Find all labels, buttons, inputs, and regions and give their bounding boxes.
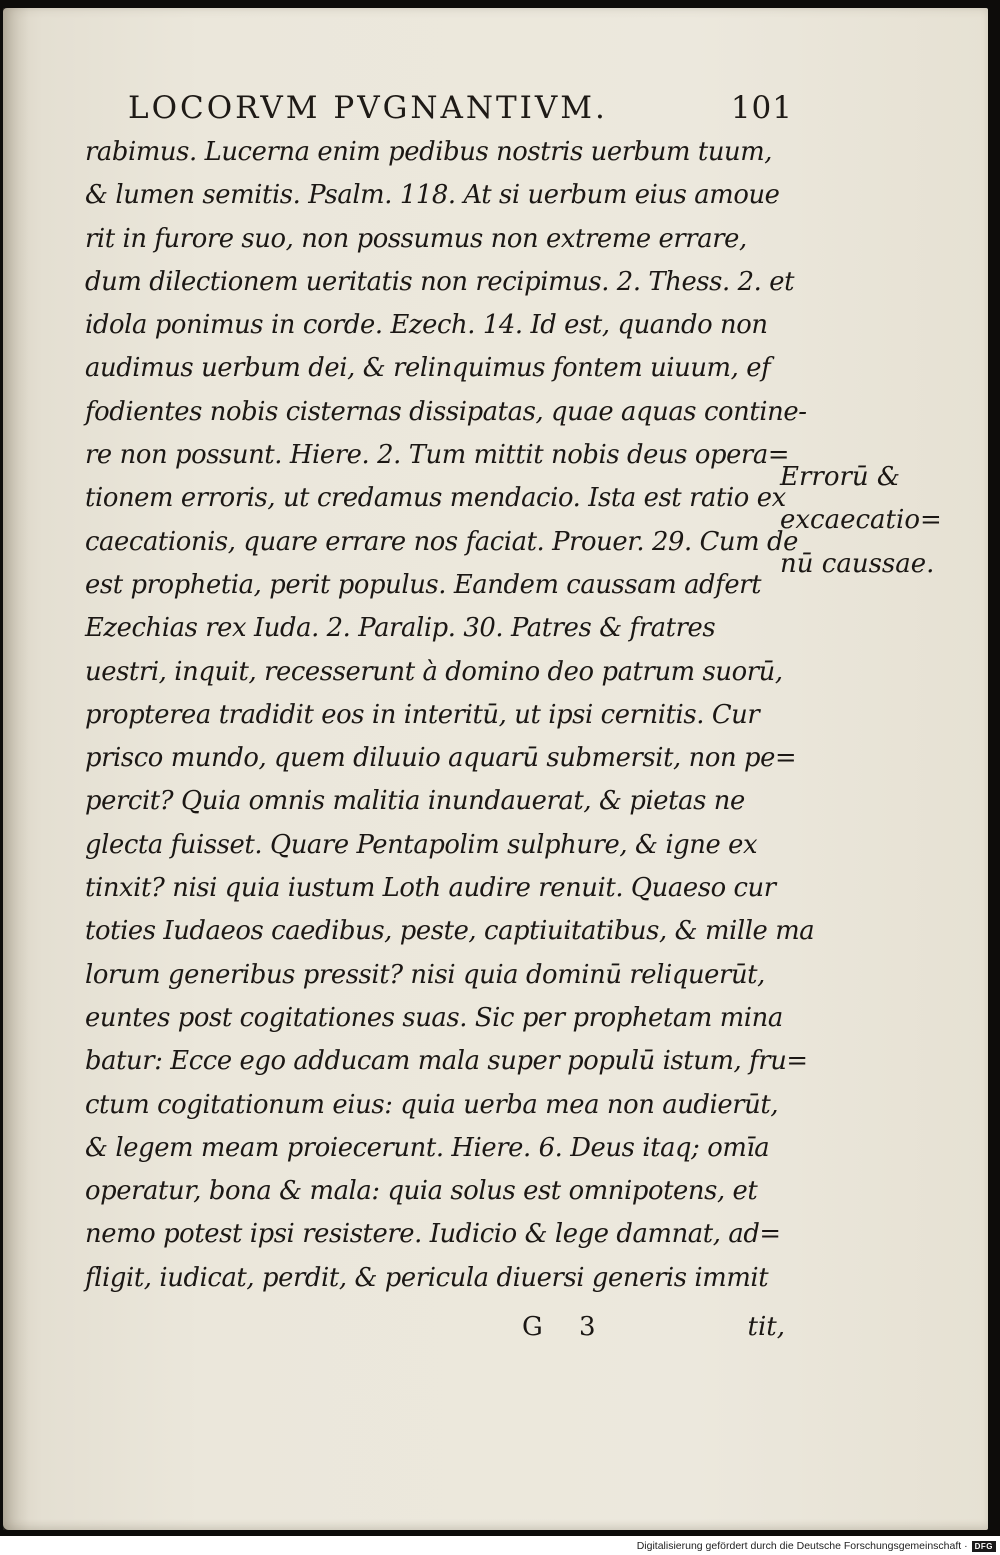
text-line: glecta fuisset. Quare Pentapolim sulphure, & igne ex — [85, 829, 758, 860]
marginal-note-line: nū caussae. — [780, 548, 935, 579]
text-line: tionem erroris, ut credamus mendacio. Ista est ratio ex — [85, 483, 786, 514]
text-line: Ezechias rex Iuda. 2. Paralip. 30. Patres & fratres — [85, 613, 716, 644]
digitization-credit — [637, 1538, 996, 1554]
page-foot — [520, 1312, 785, 1352]
text-line: ctum cogitationum eius: quia uerba mea non audierūt, — [85, 1089, 779, 1120]
folio-number: 101 — [730, 90, 793, 126]
credit-text: Digitalisierung gefördert durch die Deutsche Forschungsgemeinschaft · — [636, 1540, 968, 1552]
catchword: tit, — [747, 1312, 785, 1342]
text-line: uestri, inquit, recesserunt à domino deo patrum suorū, — [85, 656, 783, 687]
body-text — [85, 131, 815, 1300]
text-line: caecationis, quare errare nos faciat. Prouer. 29. Cum de — [85, 526, 798, 557]
text-line: rit in furore suo, non possumus non extreme errare, — [85, 223, 747, 254]
text-line: fodientes nobis cisternas dissipatas, quae aquas contine- — [85, 396, 807, 427]
text-line: rabimus. Lucerna enim pedibus nostris uerbum tuum, — [85, 137, 773, 167]
text-line: audimus uerbum dei, & relinquimus fontem uiuum, ef — [85, 353, 771, 384]
text-line: operatur, bona & mala: quia solus est omnipotens, et — [85, 1176, 758, 1207]
marginal-note-line: excaecatio= — [780, 505, 942, 536]
text-line: nemo potest ipsi resistere. Iudicio & lege damnat, ad= — [85, 1219, 781, 1250]
text-line: re non possunt. Hiere. 2. Tum mittit nobis deus opera= — [85, 440, 790, 471]
text-line: batur: Ecce ego adducam mala super populū istum, fru= — [85, 1046, 808, 1077]
running-head-title: LOCORVM PVGNANTIVM. — [128, 90, 608, 126]
text-line: prisco mundo, quem diluuio aquarū submersit, non pe= — [85, 743, 797, 774]
text-line: fligit, iudicat, perdit, & pericula diuersi generis immit — [85, 1262, 769, 1293]
marginal-note — [780, 456, 940, 586]
dfg-logo-icon: DFG — [972, 1541, 996, 1552]
text-line: propterea tradidit eos in interitū, ut ipsi cernitis. Cur — [85, 699, 760, 730]
running-head — [128, 90, 793, 134]
text-line: tinxit? nisi quia iustum Loth audire renuit. Quaeso cur — [85, 873, 776, 904]
text-line: euntes post cogitationes suas. Sic per prophetam mina — [85, 1002, 783, 1033]
text-line: est prophetia, perit populus. Eandem caussam adfert — [85, 569, 762, 600]
text-line: percit? Quia omnis malitia inundauerat, & pietas ne — [85, 786, 745, 817]
text-line: dum dilectionem ueritatis non recipimus. 2. Thess. 2. et — [85, 266, 795, 297]
text-line: & legem meam proiecerunt. Hiere. 6. Deus itaq; omīa — [85, 1132, 770, 1163]
marginal-note-line: Errorū & — [780, 462, 901, 492]
text-line: toties Iudaeos caedibus, peste, captiuitatibus, & mille ma — [85, 916, 815, 947]
text-line: lorum generibus pressit? nisi quia dominū reliquerūt, — [85, 959, 765, 990]
signature-mark: G 3 — [522, 1312, 610, 1342]
text-line: & lumen semitis. Psalm. 118. At si uerbum eius amoue — [85, 180, 780, 211]
text-line: idola ponimus in corde. Ezech. 14. Id est, quando non — [85, 310, 768, 341]
